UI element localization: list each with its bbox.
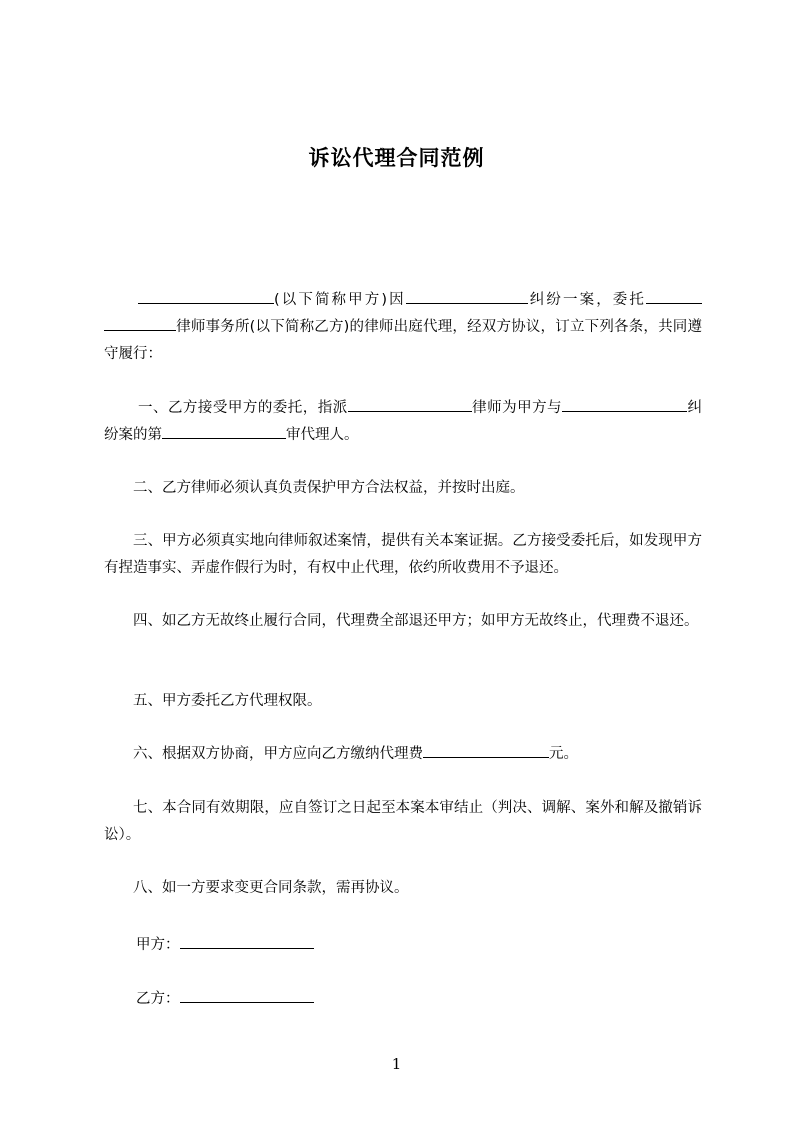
clause-3: 三、甲方必须真实地向律师叙述案情，提供有关本案证据。乙方接受委托后，如发现甲方有捏造事实、弄虚作假行为时，有权中止代理，依约所收费用不予退还。 bbox=[104, 533, 702, 576]
party-a-signature-blank bbox=[180, 932, 314, 949]
clause-6 bbox=[104, 741, 702, 768]
party-a-signature-line bbox=[136, 932, 314, 954]
law-firm-blank-part1 bbox=[646, 287, 702, 304]
clause-1 bbox=[104, 395, 702, 449]
opponent-blank-part2 bbox=[674, 395, 687, 412]
clause-4: 四、如乙方无故终止履行合同，代理费全部退还甲方；如甲方无故终止，代理费不退还。 bbox=[133, 613, 699, 629]
page-number: 1 bbox=[391, 1055, 402, 1073]
fee-amount-blank bbox=[423, 741, 549, 758]
party-b-signature-line bbox=[136, 986, 314, 1008]
lawyer-name-blank bbox=[348, 395, 472, 412]
clause-6-paragraph: 六、根据双方协商，甲方应向乙方缴纳代理费 元。 bbox=[104, 741, 702, 768]
clause-8: 八、如一方要求变更合同条款，需再协议。 bbox=[133, 880, 409, 896]
party-b-label: 乙方： bbox=[136, 991, 180, 1007]
clause-1-paragraph: 一、乙方接受甲方的委托，指派 律师为甲方与 纠纷案的第 审代理人。 bbox=[104, 395, 702, 449]
preamble bbox=[104, 287, 702, 368]
preamble-paragraph: (以下简称甲方)因 纠纷一案，委托律师事务所(以下简称乙方)的律师出庭代理，经双方协议，订立下列各条，共同遵守履行： bbox=[104, 287, 702, 368]
dispute-blank bbox=[406, 287, 528, 304]
clause-2: 二、乙方律师必须认真负责保护甲方合法权益，并按时出庭。 bbox=[133, 480, 525, 496]
document-title: 诉讼代理合同范例 bbox=[308, 146, 485, 170]
clause-5: 五、甲方委托乙方代理权限。 bbox=[133, 693, 322, 709]
clause-7: 七、本合同有效期限，应自签订之日起至本案本审结止（判决、调解、案外和解及撤销诉讼）。 bbox=[104, 800, 702, 843]
opponent-blank-part1 bbox=[562, 395, 674, 412]
party-a-label: 甲方： bbox=[136, 937, 180, 953]
trial-instance-blank bbox=[162, 422, 286, 439]
law-firm-blank-part2 bbox=[104, 314, 176, 331]
party-b-signature-blank bbox=[180, 986, 314, 1003]
party-a-blank bbox=[138, 287, 274, 304]
